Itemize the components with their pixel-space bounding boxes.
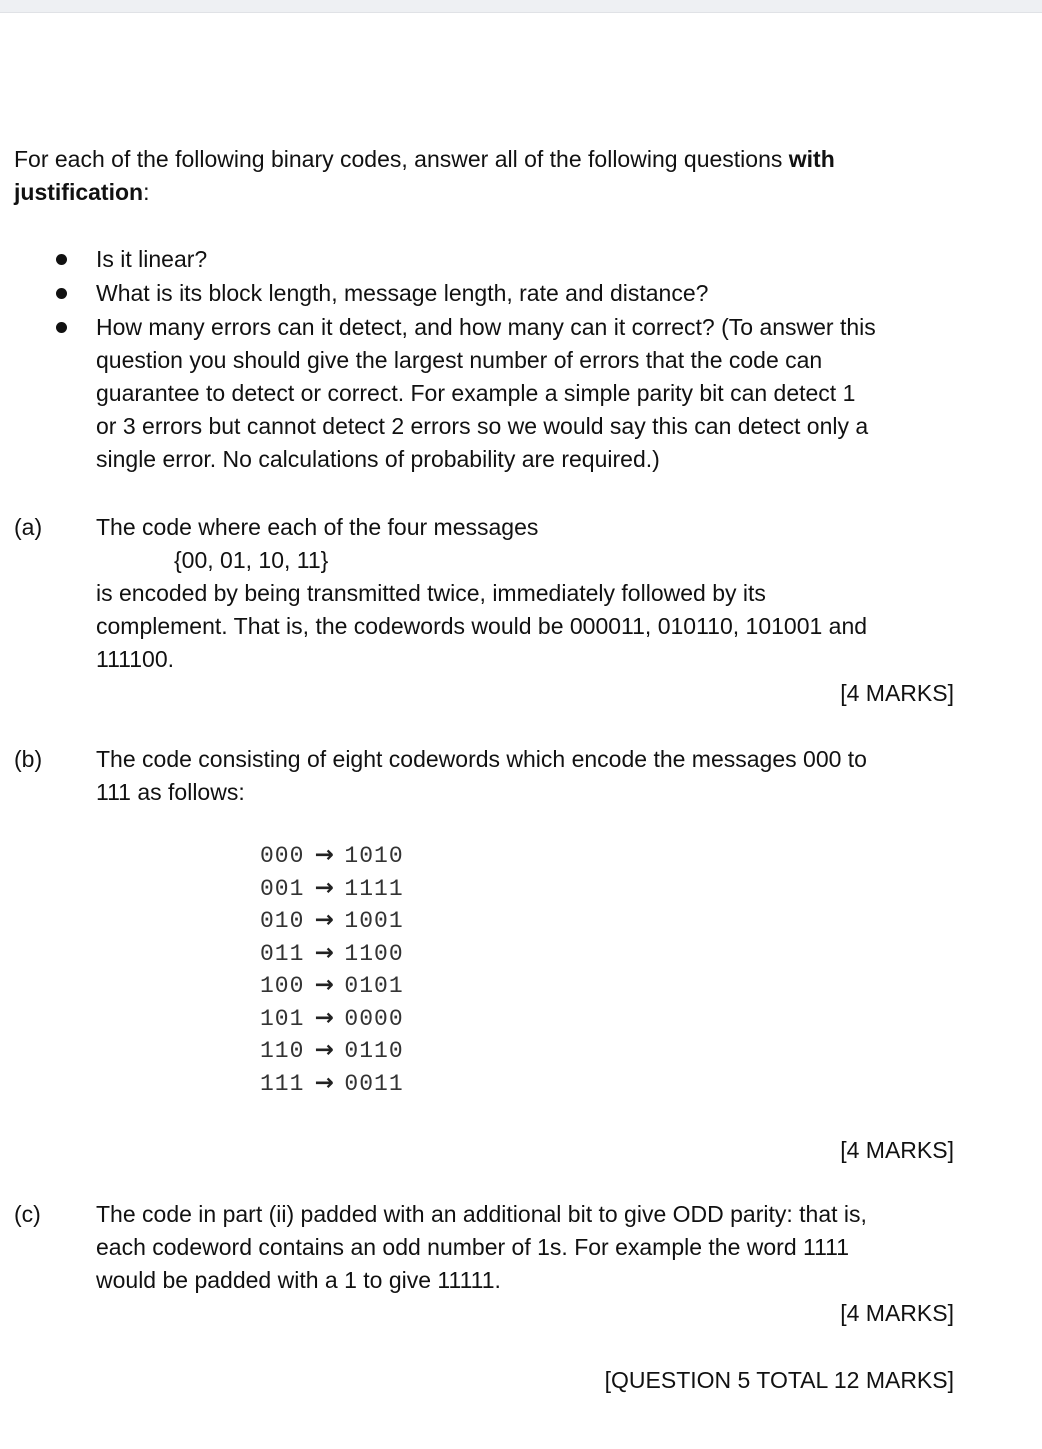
part-b-line: The code consisting of eight codewords which encode the messages 000 to	[96, 746, 867, 772]
arrow-icon: →	[314, 874, 335, 901]
bullet-icon	[56, 322, 67, 333]
arrow-icon: →	[314, 939, 335, 966]
bullet-item	[96, 311, 876, 476]
codeword: 1001	[344, 908, 404, 934]
part-a-line: The code where each of the four messages	[96, 514, 539, 540]
part-b-marks: [4 MARKS]	[840, 1137, 954, 1163]
top-bar	[0, 0, 1042, 13]
part-c-marks: [4 MARKS]	[840, 1300, 954, 1326]
codeword: 1111	[344, 875, 404, 902]
part-c-line: would be padded with a 1 to give 11111.	[96, 1267, 501, 1293]
intro-line1-bold: with	[788, 146, 835, 172]
codeword: 1100	[344, 940, 404, 967]
intro-line2-bold: justification	[14, 179, 144, 205]
codeword: 0000	[344, 1005, 404, 1032]
intro-line1: For each of the following binary codes, answer all of the following questions	[14, 146, 789, 172]
message: 111	[260, 1070, 305, 1097]
part-c-line: each codeword contains an odd number of 1s. For example the word 1111	[96, 1234, 850, 1260]
mapping-row	[260, 937, 404, 971]
part-a-line: complement. That is, the codewords would be 000011, 010110, 101001 and	[96, 613, 868, 639]
codeword: 0110	[344, 1038, 404, 1064]
mapping-row	[260, 904, 404, 938]
bullet-item	[96, 277, 708, 310]
part-c-text	[96, 1198, 867, 1297]
codeword: 0101	[344, 973, 404, 999]
intro-line2-suffix: :	[143, 179, 150, 205]
bullet-line: question you should give the largest number of errors that the code can	[96, 347, 823, 373]
part-c-line: The code in part (ii) padded with an additional bit to give ODD parity: that is,	[96, 1201, 867, 1227]
bullet-icon	[56, 254, 67, 265]
codeword: 1010	[344, 843, 404, 869]
bullet-line: Is it linear?	[96, 246, 208, 272]
message: 001	[260, 875, 305, 902]
message: 000	[260, 843, 305, 869]
mapping-row	[260, 1034, 404, 1068]
bullet-item	[96, 243, 207, 276]
bullet-line: What is its block length, message length, rate and distance?	[96, 280, 709, 306]
bullet-line: single error. No calculations of probability are required.)	[96, 446, 660, 472]
bullet-icon	[56, 288, 67, 299]
intro-paragraph	[14, 143, 835, 209]
arrow-icon: →	[314, 1069, 335, 1096]
message: 110	[260, 1038, 305, 1064]
arrow-icon: →	[314, 842, 335, 868]
arrow-icon: →	[314, 1004, 335, 1031]
mapping-row	[260, 872, 404, 906]
part-b-label: (b)	[14, 746, 43, 772]
message: 011	[260, 940, 305, 967]
arrow-icon: →	[314, 1037, 335, 1063]
part-a-set: {00, 01, 10, 11}	[174, 547, 329, 573]
bullet-line: guarantee to detect or correct. For example a simple parity bit can detect 1	[96, 380, 856, 406]
part-a-label: (a)	[14, 514, 43, 540]
part-b-line: 111 as follows:	[96, 779, 245, 805]
message: 101	[260, 1005, 305, 1032]
mapping-row	[260, 1002, 404, 1036]
part-a-line: is encoded by being transmitted twice, immediately followed by its	[96, 580, 766, 606]
bullet-line: or 3 errors but cannot detect 2 errors so we would say this can detect only a	[96, 413, 869, 439]
mapping-row	[260, 839, 404, 873]
message: 010	[260, 908, 305, 934]
mapping-row	[260, 969, 404, 1003]
part-b-text	[96, 743, 867, 809]
part-c-label: (c)	[14, 1201, 41, 1227]
mapping-row	[260, 1067, 404, 1101]
part-a-marks: [4 MARKS]	[840, 680, 954, 706]
message: 100	[260, 973, 305, 999]
question-total-marks: [QUESTION 5 TOTAL 12 MARKS]	[604, 1367, 954, 1393]
part-a-text	[96, 511, 867, 676]
part-a-line: 111100.	[96, 646, 175, 672]
arrow-icon: →	[314, 972, 335, 998]
bullet-line: How many errors can it detect, and how many can it correct? (To answer this	[96, 314, 876, 340]
codeword: 0011	[344, 1070, 404, 1097]
arrow-icon: →	[314, 907, 335, 933]
